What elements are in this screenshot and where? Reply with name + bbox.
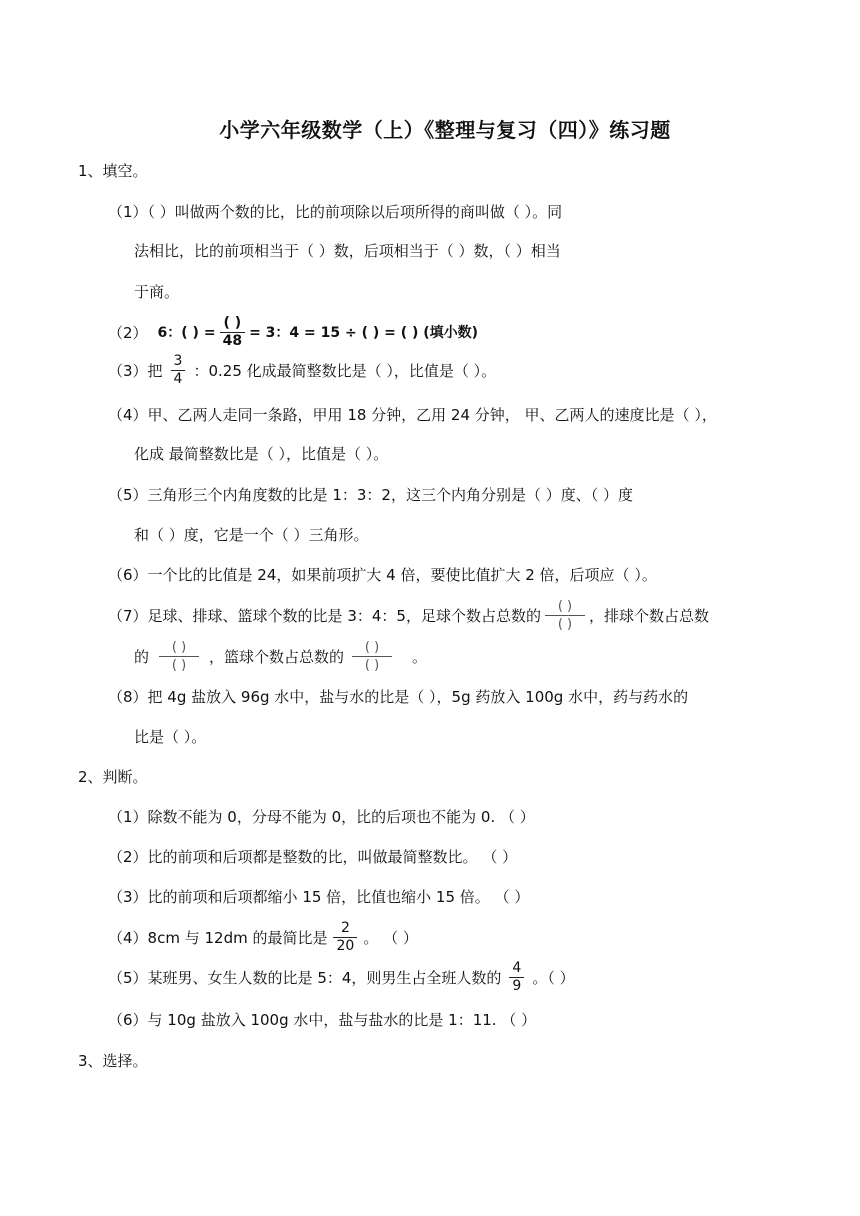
q2-fraction-denominator: 48 (222, 333, 243, 349)
q7-blank1-bar (545, 615, 585, 616)
judge-5-denominator: 9 (512, 978, 522, 994)
judge-4-suffix: 。 （ ） (363, 928, 418, 947)
q7-part5: 。 (412, 647, 428, 666)
q7-blank-fraction-3 (352, 641, 392, 672)
section-3-heading: 3、选择。 (78, 1052, 148, 1070)
q7-blank2-denominator: ( ) (171, 658, 187, 673)
q2-fraction-numerator: ( ) (223, 315, 242, 331)
q7-blank3-numerator: ( ) (364, 640, 380, 655)
q2-line (108, 316, 478, 349)
q2-part2: = 3：4 = 15 ÷ ( ) = ( ) (填小数) (249, 324, 479, 341)
q7-blank1-numerator: ( ) (557, 599, 573, 614)
q8-line2: 比是（ ）。 (134, 728, 207, 746)
q6-line: （6）一个比的比值是 24，如果前项扩大 4 倍，要使比值扩大 2 倍，后项应（ ）。 (108, 566, 657, 584)
judge-4-fraction (333, 921, 357, 954)
q4-line1: （4）甲、乙两人走同一条路，甲用 18 分钟，乙用 24 分钟， 甲、乙两人的速度比是（ ）， (108, 406, 717, 424)
q5-line2: 和（ ）度，它是一个（ ）三角形。 (134, 526, 369, 544)
q3-fraction-numerator: 3 (173, 353, 183, 369)
q7-line2 (134, 641, 427, 672)
judge-6: （6）与 10g 盐放入 100g 水中，盐与盐水的比是 1：11. （ ） (108, 1011, 537, 1029)
q1-line3: 于商。 (134, 283, 180, 301)
q7-line1 (108, 600, 709, 631)
q1-line1: （1）（ ）叫做两个数的比，比的前项除以后项所得的商叫做（ ）。同 (108, 203, 563, 221)
judge-5-fraction (509, 961, 524, 994)
q4-line2: 化成 最简整数比是（ ），比值是（ ）。 (134, 445, 389, 463)
q7-part4: ，篮球个数占总数的 (209, 647, 345, 666)
judge-5 (108, 961, 575, 994)
q3-fraction-denominator: 4 (173, 371, 183, 387)
q7-part2: ，排球个数占总数 (588, 606, 709, 625)
section-2-heading: 2、判断。 (78, 768, 148, 786)
judge-4-denominator: 20 (336, 938, 355, 954)
q1-line2: 法相比，比的前项相当于（ ）数，后项相当于（ ）数，（ ）相当 (134, 242, 561, 260)
q7-part3: 的 (134, 647, 150, 666)
q7-blank2-numerator: ( ) (171, 640, 187, 655)
q7-blank1-denominator: ( ) (557, 617, 573, 632)
q3-fraction (171, 354, 186, 387)
q7-blank3-bar (352, 656, 392, 657)
judge-5-prefix: （5）某班男、女生人数的比是 5：4，则男生占全班人数的 (108, 968, 502, 987)
q7-blank-fraction-2 (159, 641, 199, 672)
q2-prefix: （2） (108, 323, 148, 342)
q7-blank3-denominator: ( ) (364, 658, 380, 673)
q3-rest: ：0.25 化成最简整数比是（ ），比值是（ ）。 (193, 361, 497, 380)
judge-5-numerator: 4 (512, 960, 522, 976)
page-title: 小学六年级数学（上）《整理与复习（四）》练习题 (219, 118, 671, 142)
judge-5-suffix: 。（ ） (532, 968, 575, 987)
judge-4-prefix: （4）8cm 与 12dm 的最简比是 (108, 928, 328, 947)
q8-line1: （8）把 4g 盐放入 96g 水中，盐与水的比是（ ），5g 药放入 100g 水中，药与药水的 (108, 688, 689, 706)
q5-line1: （5）三角形三个内角度数的比是 1：3：2，这三个内角分别是（ ）度、（ ）度 (108, 486, 633, 504)
q3-prefix: （3）把 (108, 361, 163, 380)
q7-part1: （7）足球、排球、篮球个数的比是 3：4：5，足球个数占总数的 (108, 606, 541, 625)
judge-2: （2）比的前项和后项都是整数的比，叫做最简整数比。 （ ） (108, 848, 518, 866)
judge-3: （3）比的前项和后项都缩小 15 倍，比值也缩小 15 倍。 （ ） (108, 888, 530, 906)
q7-blank-fraction-1 (545, 600, 585, 631)
q3-line (108, 354, 496, 387)
judge-1: （1）除数不能为 0，分母不能为 0，比的后项也不能为 0. （ ） (108, 808, 535, 826)
judge-4 (108, 921, 418, 954)
q2-equation (148, 316, 479, 349)
q2-part1: 6：( ) = (157, 324, 216, 341)
q2-fraction (220, 316, 245, 349)
q7-blank2-bar (159, 656, 199, 657)
judge-4-numerator: 2 (340, 920, 350, 936)
section-1-heading: 1、填空。 (78, 162, 148, 180)
